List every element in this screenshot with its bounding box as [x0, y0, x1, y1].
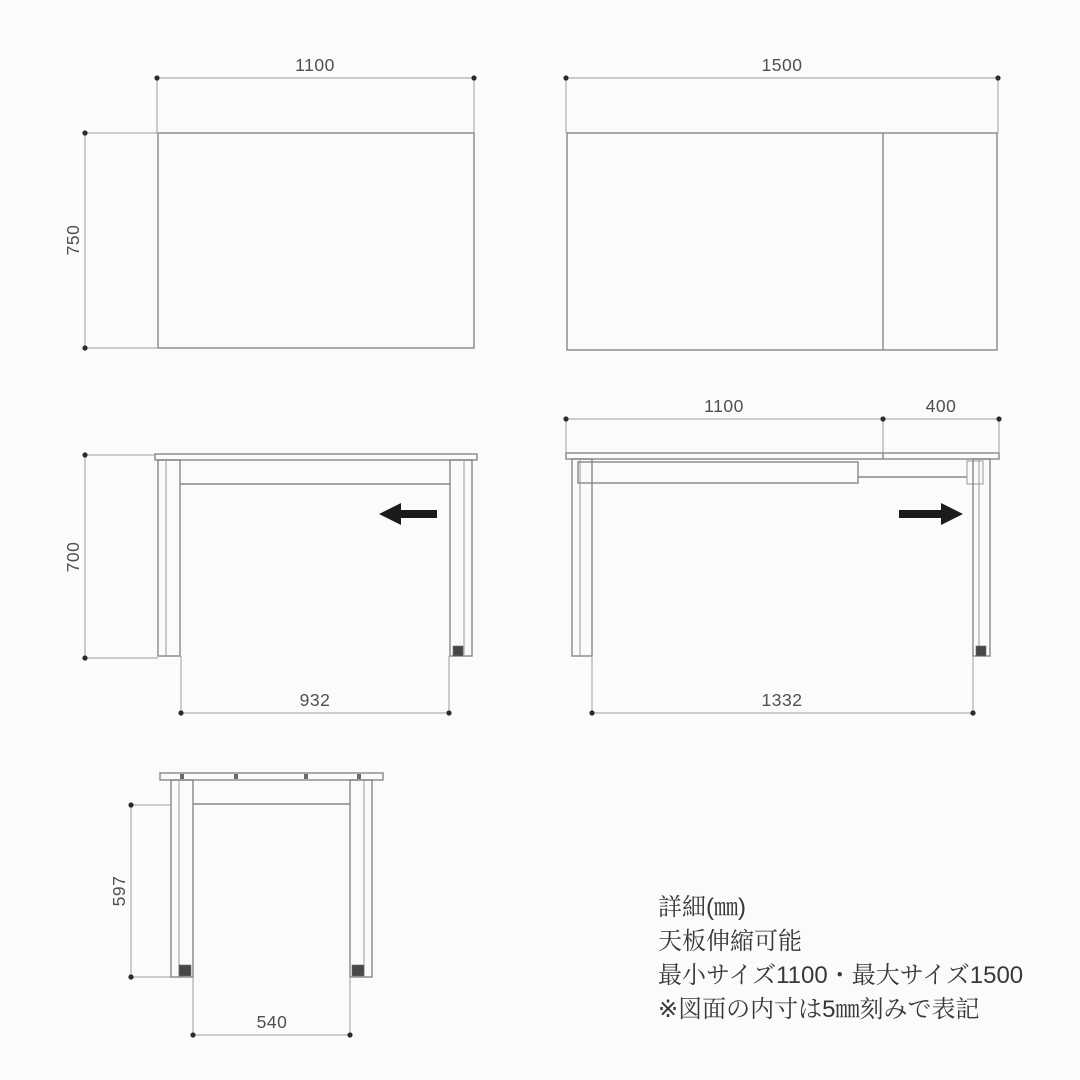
note-increment: ※図面の内寸は5㎜刻みで表記 — [658, 996, 980, 1023]
dim-label-side-min-inner-width: 932 — [299, 690, 331, 710]
tabletop-side — [155, 454, 477, 460]
right-leg — [350, 780, 372, 977]
adjuster-foot — [453, 646, 463, 656]
left-leg — [572, 459, 592, 656]
tabletop-joint-tick — [180, 774, 184, 779]
adjuster-foot — [352, 965, 364, 976]
right-leg — [450, 460, 472, 656]
note-extendable: 天板伸縮可能 — [658, 928, 802, 955]
dimension-dot — [996, 416, 1001, 421]
dim-label-plan-max-width: 1500 — [761, 55, 803, 75]
slide-rail-box — [578, 462, 858, 483]
dim-label-plan-min-width: 1100 — [295, 55, 335, 75]
left-leg — [158, 460, 180, 656]
dimension-dot — [128, 974, 133, 979]
left-leg — [171, 780, 193, 977]
dimension-dot — [880, 416, 885, 421]
slide-direction-arrow-left — [379, 503, 437, 525]
dimension-dot — [970, 710, 975, 715]
note-min-max-size: 最小サイズ1100・最大サイズ1500 — [658, 962, 1024, 989]
spec-notes — [658, 891, 1023, 1027]
side-view-max — [563, 396, 1001, 716]
rail-bracket — [967, 461, 983, 484]
dimension-dot — [82, 452, 87, 457]
dim-label-side-max-inner-width: 1332 — [761, 690, 803, 710]
slide-direction-arrow-right — [899, 503, 963, 525]
front-view — [109, 773, 383, 1038]
dimension-dot — [589, 710, 594, 715]
tabletop-joint-tick — [304, 774, 308, 779]
tabletop-front — [160, 773, 383, 780]
dimension-dot — [995, 75, 1000, 80]
dim-label-side-max-main-width: 1100 — [704, 396, 744, 416]
note-detail-unit: 詳細(㎜) — [658, 894, 746, 921]
dimension-dot — [446, 710, 451, 715]
tabletop-side-extended — [566, 453, 999, 459]
side-view-min — [63, 452, 477, 715]
dimension-dot — [563, 416, 568, 421]
dim-label-side-max-extension-width: 400 — [925, 396, 957, 416]
dimension-dot — [154, 75, 159, 80]
tabletop-outline-min — [158, 133, 474, 348]
dim-label-side-min-height: 700 — [63, 541, 83, 573]
dimension-dot — [190, 1032, 195, 1037]
plan-view-min — [63, 55, 477, 351]
dimension-dot — [82, 345, 87, 350]
dimension-dot — [347, 1032, 352, 1037]
tabletop-joint-tick — [234, 774, 238, 779]
tabletop-outline-max — [567, 133, 997, 350]
right-leg — [973, 459, 990, 656]
plan-view-max — [563, 55, 1000, 350]
dim-label-front-inner-width: 540 — [256, 1012, 288, 1032]
dimension-dot — [128, 802, 133, 807]
tabletop-joint-tick — [357, 774, 361, 779]
dim-label-plan-min-depth: 750 — [63, 224, 83, 256]
dimension-dot — [178, 710, 183, 715]
dimension-dot — [471, 75, 476, 80]
adjuster-foot — [179, 965, 191, 976]
dimension-dot — [82, 655, 87, 660]
dimension-dot — [82, 130, 87, 135]
adjuster-foot — [976, 646, 986, 656]
dim-label-front-height: 597 — [109, 875, 129, 907]
dimension-dot — [563, 75, 568, 80]
